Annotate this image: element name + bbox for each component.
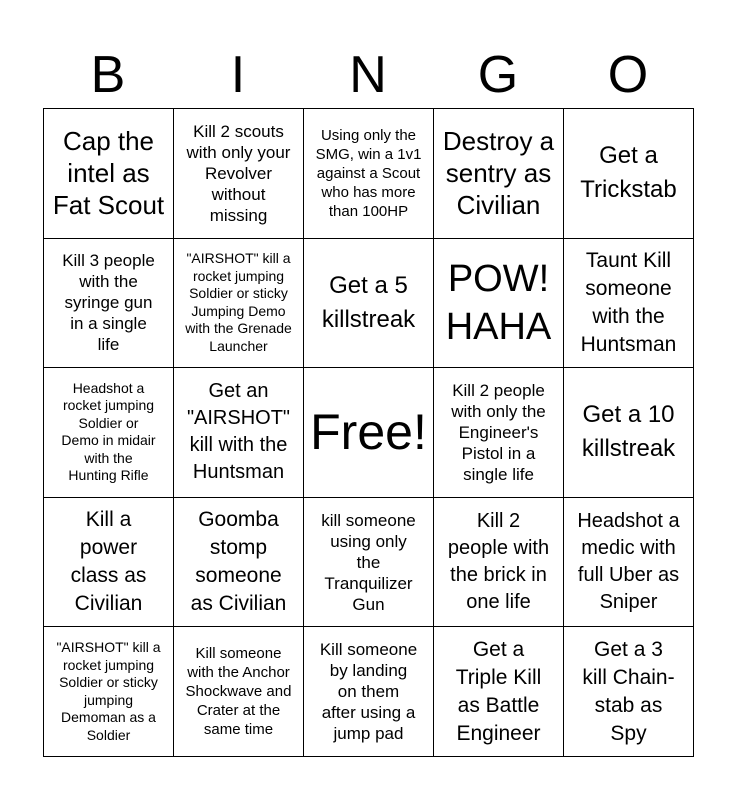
grid-row-2 [44, 238, 694, 368]
cell-text: Get a 5 killstreak [321, 271, 416, 333]
bingo-cell[interactable] [44, 368, 174, 498]
cell-text: Get an "AIRSHOT" kill with the Huntsman [186, 380, 291, 484]
bingo-cell[interactable] [44, 497, 174, 627]
bingo-cell[interactable] [434, 238, 564, 368]
header-letter-o: O [607, 46, 649, 104]
bingo-cell[interactable] [174, 627, 304, 757]
cell-text: Destroy a sentry as Civilian [442, 126, 555, 221]
grid-row-3 [44, 368, 694, 498]
bingo-cell[interactable] [304, 109, 434, 239]
header-letter-n: N [349, 46, 387, 104]
grid-row-1 [44, 109, 694, 239]
cell-text: Kill someone by landing on them after using a jump pad [319, 640, 418, 744]
bingo-cell[interactable] [174, 497, 304, 627]
cell-text: Kill 2 people with only the Engineer's Pistol in a single life [451, 380, 546, 484]
cell-text: Using only the SMG, win a 1v1 against a Scout who has more than 100HP [315, 126, 422, 220]
cell-text: Get a 3 kill Chain- stab as Spy [582, 637, 675, 745]
cell-text: Taunt Kill someone with the Huntsman [580, 248, 677, 356]
bingo-grid [43, 108, 694, 757]
free-space-text: Free! [310, 404, 427, 461]
header-letter-g: G [477, 46, 519, 104]
grid-row-5 [44, 627, 694, 757]
bingo-cell[interactable] [434, 109, 564, 239]
bingo-cell[interactable] [174, 238, 304, 368]
cell-text: Get a Triple Kill as Battle Engineer [455, 637, 542, 745]
cell-text: Cap the intel as Fat Scout [52, 126, 165, 221]
header-letter-b: B [90, 46, 126, 104]
free-space-cell[interactable] [304, 368, 434, 498]
grid-row-4 [44, 497, 694, 627]
cell-text: Get a 10 killstreak [581, 401, 676, 463]
cell-text: Get a Trickstab [580, 142, 677, 204]
bingo-cell[interactable] [174, 109, 304, 239]
bingo-cell[interactable] [434, 627, 564, 757]
cell-text: "AIRSHOT" kill a rocket jumping Soldier or sticky Jumping Demo with the Grenade Launcher [185, 250, 292, 354]
bingo-cell[interactable] [564, 627, 694, 757]
cell-text: kill someone using only the Tranquilizer Gun [321, 510, 416, 614]
bingo-cell[interactable] [564, 109, 694, 239]
bingo-cell[interactable] [434, 368, 564, 498]
cell-text: Kill someone with the Anchor Shockwave and Crater at the same time [185, 645, 292, 739]
cell-text: Headshot a rocket jumping Soldier or Demo in midair with the Hunting Rifle [61, 379, 156, 484]
bingo-cell[interactable] [564, 238, 694, 368]
bingo-cell[interactable] [44, 238, 174, 368]
cell-text: POW! HAHA [445, 257, 552, 348]
bingo-header [43, 44, 693, 106]
bingo-cell[interactable] [44, 627, 174, 757]
cell-text: "AIRSHOT" kill a rocket jumping Soldier or sticky jumping Demoman as a Soldier [56, 639, 161, 743]
cell-text: Goomba stomp someone as Civilian [190, 508, 287, 616]
bingo-cell[interactable] [564, 368, 694, 498]
bingo-cell[interactable] [304, 627, 434, 757]
cell-text: Kill a power class as Civilian [70, 508, 147, 616]
header-letter-i: I [230, 46, 246, 104]
cell-text: Headshot a medic with full Uber as Sniper [577, 510, 680, 614]
cell-text: Kill 2 scouts with only your Revolver without missing [186, 121, 291, 225]
cell-text: Kill 3 people with the syringe gun in a single life [62, 251, 155, 355]
bingo-cell[interactable] [564, 497, 694, 627]
bingo-cell[interactable] [174, 368, 304, 498]
cell-text: Kill 2 people with the brick in one life [447, 510, 550, 614]
bingo-cell[interactable] [434, 497, 564, 627]
bingo-cell[interactable] [304, 497, 434, 627]
bingo-cell[interactable] [304, 238, 434, 368]
bingo-cell[interactable] [44, 109, 174, 239]
